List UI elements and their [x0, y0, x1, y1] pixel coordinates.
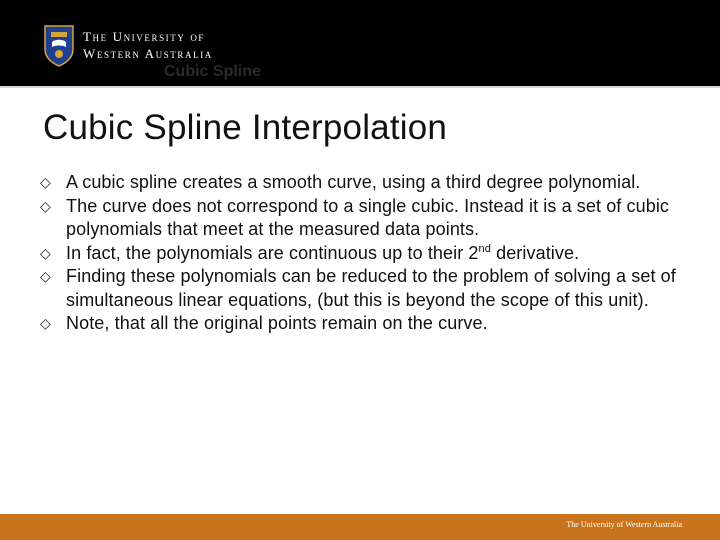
bullet-item [40, 312, 684, 336]
wordmark-line1: The University of [83, 29, 206, 44]
diamond-bullet-icon: ◇ [40, 174, 51, 190]
footer-university-name: The University of Western Australia [566, 520, 682, 529]
header-divider [0, 86, 720, 88]
university-crest-icon [44, 25, 74, 67]
diamond-bullet-icon: ◇ [40, 268, 51, 284]
diamond-bullet-icon: ◇ [40, 244, 51, 261]
footer-bar [0, 514, 720, 540]
bullet-text: Finding these polynomials can be reduced to the problem of solving a set of simultaneous linear equations, (but this is beyond the scope of this unit). [66, 266, 676, 310]
bullet-text: Note, that all the original points remain on the curve. [66, 313, 488, 333]
university-wordmark [83, 28, 213, 62]
bullet-text: The curve does not correspond to a single cubic. Instead it is a set of cubic polynomials that meet at the measured data points. [66, 195, 670, 239]
bullet-list [40, 171, 684, 336]
bullet-item [40, 171, 684, 195]
bullet-text: A cubic spline creates a smooth curve, using a third degree polynomial. [66, 172, 641, 192]
diamond-bullet-icon: ◇ [40, 315, 51, 331]
bullet-item [40, 242, 684, 266]
wordmark-line2: Western Australia [83, 46, 213, 61]
bullet-item [40, 265, 684, 312]
slide-title: Cubic Spline Interpolation [43, 108, 448, 147]
diamond-bullet-icon: ◇ [40, 197, 51, 214]
bullet-superscript: nd [478, 242, 491, 255]
header-bar [0, 0, 720, 86]
bullet-item [40, 195, 684, 242]
bullet-text-start: In fact, the polynomials are continuous up to their 2 [66, 242, 479, 263]
header-subtitle: Cubic Spline [164, 63, 261, 80]
bullet-text-end: derivative. [490, 242, 580, 263]
